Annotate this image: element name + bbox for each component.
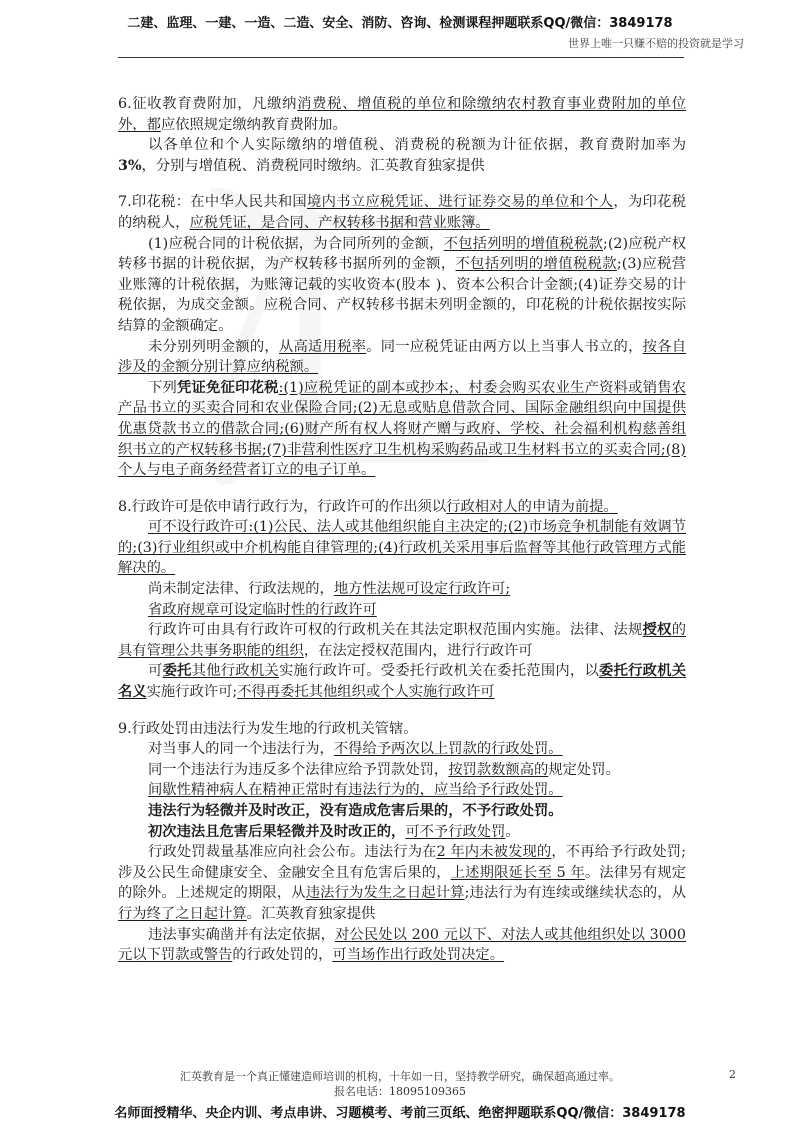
text-span: (1)应税合同的计税依据，为合同所列的金额，: [148, 235, 444, 252]
underlined-text: 其他行政机关: [191, 663, 279, 680]
text-span: 违法事实确凿并有法定依据，: [148, 926, 336, 943]
underlined-text: 2 年内未被发现的: [436, 844, 552, 861]
section-9-paragraph-8: [118, 925, 686, 966]
section-6-paragraph-2: [118, 135, 686, 176]
text-span: 实施行政许可;: [146, 684, 238, 701]
text-span: 的行政处罚的，: [232, 947, 333, 964]
underlined-text: 可当场作出行政处罚决定。: [332, 947, 505, 964]
section-8-paragraph-5: [118, 620, 686, 661]
header-slogan: 世界上唯一只赚不赔的投资就是学习: [568, 37, 744, 50]
text-span: 行政处罚裁量基准应向社会公布。违法行为在: [148, 844, 437, 861]
underlined-text: 应当给予行政处罚。: [433, 782, 563, 799]
underlined-text: 不得给予两次以上罚款的行政处罚。: [333, 741, 563, 758]
text-span: 尚未制定法律、行政法规的，: [148, 581, 334, 598]
text-span: 规定处罚。: [548, 761, 620, 778]
underlined-text: 违法行为发生之日起计算: [305, 885, 465, 902]
section-9-paragraph-5: [118, 801, 686, 822]
underlined-text: 不得再委托其他组织或个人实施行政许可: [237, 684, 495, 701]
text-span: 应依照规定缴纳教育费附加。: [160, 116, 347, 133]
footer-line-1: 汇英教育是一个真正懂建造师培训的机构，十年如一日，坚持教学研究，确保超高通过率。: [180, 1070, 620, 1083]
underlined-text: 不包括列明的增值税税款: [455, 256, 617, 273]
underlined-text: 境内书立应税凭证、进行证券交易的单位和个人: [307, 194, 614, 211]
underlined-text: 地方性法规可设定行政许可;: [333, 581, 511, 598]
section-8-paragraph-4: [118, 600, 686, 621]
footer-phone: 报名电话：18095109365: [334, 1085, 466, 1098]
underlined-text: 的具有管理公共事务职能的组织: [118, 622, 687, 659]
text-span: 。汇英教育独家提供: [246, 905, 376, 922]
underlined-text: 应税凭证，是合同、产权转移书据和营业账簿。: [189, 214, 490, 231]
page-number: 2: [729, 1068, 736, 1081]
underlined-text: (8)个人与电子商务经营者订立的电子订单。: [118, 441, 686, 479]
bold-underlined-text: 授权: [642, 622, 672, 639]
text-span: ;(3)应税营业账簿的计税依据，为账簿记载的实收资本(股本 )、资本公积合计金额;(4)证券交易的计税依据，为成交金额。应税合同、产权转移书据未列明金额的，印花税的计税依据按实际结算的金额确定。: [118, 256, 687, 334]
section-9-paragraph-3: [118, 760, 686, 781]
text-span: 未分别列明金额的，: [148, 338, 279, 355]
text-span: 。法律另有规定的除外。上述规定的期限，从: [118, 864, 687, 902]
section-8-paragraph-2: [118, 517, 686, 579]
text-span: 可: [148, 663, 163, 680]
section-8-paragraph-1: [118, 497, 686, 518]
section-6-paragraph-1: [118, 94, 686, 135]
underlined-text: :(1)应税凭证的副本或抄本;、村委会购买农业生产资料或销售农产品书立的买卖合同和农业保险合同;(2)无息或贴息借款合同、国际金融组织向中国提供优惠贷款书立的借款合同;(6)财产所有权人将财产赠与政府、学校、社会福利机构慈善组织书立的产权转移书据;(7)非营利性医疗卫生机构采购药品或卫生材料书立的买卖合同;: [118, 379, 687, 458]
text-span: 对当事人的同一个违法行为，: [148, 741, 334, 758]
section-8-paragraph-3: [118, 579, 686, 600]
section-8-paragraph-6: [118, 661, 686, 702]
underlined-text: 不包括列明的增值税税款: [443, 235, 603, 252]
text-span: 行政许可由具有行政许可权的行政机关在其法定职权范围内实施。法律、法规: [148, 622, 643, 639]
text-span: ，不再给予行政处罚;涉及公民生命健康安全、金融安全且有危害后果的，: [118, 844, 686, 881]
text-span: 6.征收教育费附加，凡缴纳: [118, 96, 298, 112]
content-body: [118, 94, 686, 966]
section-7-paragraph-3: [118, 337, 686, 378]
underlined-text: :(1)公民、法人或其他组织能自主决定的;(2)市场竞争机制能有效调节的;(3)行业组织或中介机构能自律管理的;(4)行政机关采用事后监督等其他行政管理方式能解决的。: [118, 519, 686, 577]
bold-text: 凭证免征印花税: [177, 379, 279, 396]
section-9-paragraph-1: 9.行政处罚由违法行为发生地的行政机关管辖。: [118, 720, 418, 737]
underlined-text: 行政相对人的申请为前提。: [446, 498, 618, 515]
bold-underlined-text: 委托: [162, 663, 192, 680]
text-span: 7.印花税：在中华人民共和国: [118, 194, 307, 211]
text-span: ，分别与增值税、消费税同时缴纳。汇英教育独家提供: [141, 157, 485, 174]
section-9-paragraph-6: [118, 822, 686, 843]
bold-text: 3%: [118, 157, 142, 174]
section-7-paragraph-4: [118, 378, 686, 481]
section-7-paragraph-2: [118, 234, 686, 337]
text-span: 。: [505, 823, 520, 840]
underlined-text: 对公民处以 200 元以下、对法人或其他组织处以 3000 元以下罚款或警告: [118, 926, 686, 964]
section-9-paragraph-2: [118, 739, 686, 760]
bold-text: 违法行为轻微并及时改正，没有造成危害后果的，不予行政处罚。: [148, 803, 563, 819]
bold-underlined-text: 委托行政机关名义: [118, 663, 687, 701]
underlined-text: 间歇性精神病人在精神正常时有违法行为的，: [148, 782, 434, 799]
underlined-text: 上述期限延长至 5 年: [450, 864, 585, 881]
text-span: ;(2)应税产权转移书据的计税依据，为产权转移书据所列的金额，: [118, 235, 687, 273]
section-7-paragraph-1: [118, 192, 686, 233]
text-span: 实施行政许可。受委托行政机关在委托范围内，以: [278, 663, 600, 680]
text-span: 同一个违法行为违反多个法律应给予罚款处罚，: [148, 761, 449, 778]
text-span: 。同一应税凭证由两方以上当事人书立的，: [366, 338, 643, 355]
underlined-text: 省政府规章可设定临时性的行政许可: [148, 601, 377, 618]
text-span: 下列: [148, 379, 178, 396]
underlined-text: 行为终了之日起计算: [118, 905, 247, 922]
text-span: 8.行政许可是依申请行政行为，行政许可的作出须以: [118, 498, 447, 515]
bottom-banner: 名师面授精华、央企内训、考点串讲、习题模考、考前三页纸、绝密押题联系QQ/微信：3849178: [114, 1106, 686, 1121]
underlined-text: 消费税、增值税的单位和除缴纳农村教育事业费附加的单位外，都: [118, 96, 687, 133]
underlined-text: 按罚款数额高的: [448, 761, 549, 778]
underlined-text: 从高适用税率: [278, 338, 367, 355]
section-9-paragraph-4: [118, 780, 686, 801]
text-span: ，在法定授权范围内，进行行政许可: [303, 642, 533, 659]
underlined-text: 可不设行政许可: [148, 519, 249, 536]
header-divider: [118, 57, 684, 58]
section-9-paragraph-7: [118, 842, 686, 924]
text-span: 以各单位和个人实际缴纳的增值税、消费税的税额为计征依据，教育费附加率为: [148, 137, 686, 154]
bold-text: 初次违法且危害后果轻微并及时改正的，: [148, 823, 406, 840]
underlined-text: 按各自涉及的金额分别计算应纳税额。: [118, 338, 687, 376]
underlined-text: 可不予行政处罚: [405, 823, 506, 840]
text-span: ;违法行为有连续或继续状态的，从: [464, 885, 686, 902]
top-banner: 二建、监理、一建、一造、二造、安全、消防、咨询、检测课程押题联系QQ/微信：3849178: [127, 16, 673, 31]
text-span: ，为印花税的纳税人，: [118, 194, 687, 231]
